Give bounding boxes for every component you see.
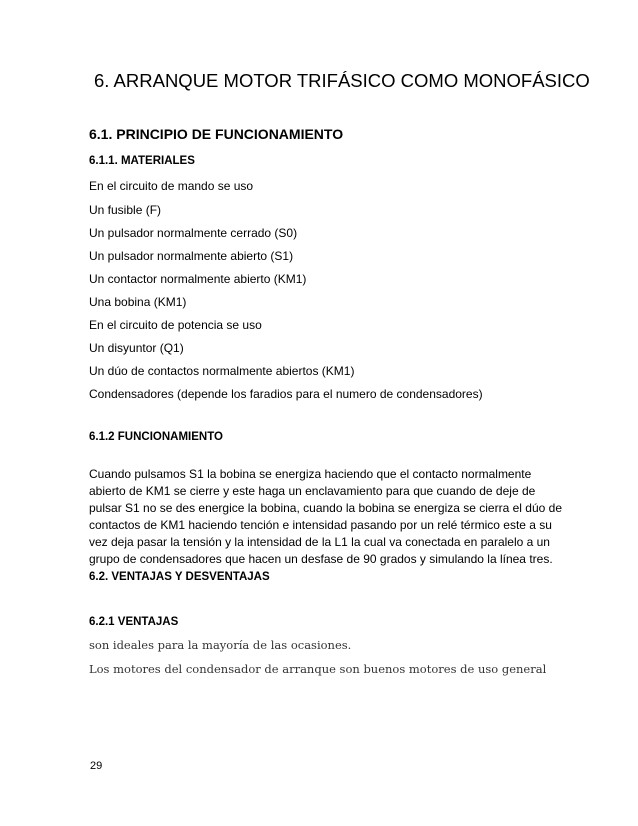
paragraph-line: contactos de KM1 haciendo tención e intensidad pasando por un relé térmico este a su (89, 518, 552, 532)
subsection-heading-funcionamiento: 6.1.2 FUNCIONAMIENTO (89, 431, 223, 443)
ventaja-item: Los motores del condensador de arranque son buenos motores de uso general (89, 662, 547, 676)
ventaja-item: son ideales para la mayoría de las ocasiones. (89, 638, 352, 652)
material-item: Un pulsador normalmente cerrado (S0) (89, 226, 298, 240)
material-item: Un contactor normalmente abierto (KM1) (89, 272, 307, 286)
material-item: Un fusible (F) (89, 203, 162, 217)
paragraph-line: grupo de condensadores que hacen un desfase de 90 grados y simulando la línea tres. (89, 552, 553, 566)
material-item: Condensadores (depende los faradios para el numero de condensadores) (89, 387, 483, 401)
material-item: En el circuito de mando se uso (89, 179, 254, 193)
material-item: Un dúo de contactos normalmente abiertos (KM1) (89, 364, 355, 378)
material-item: Un pulsador normalmente abierto (S1) (89, 249, 294, 263)
paragraph-line: Cuando pulsamos S1 la bobina se energiza haciendo que el contacto normalmente (89, 467, 532, 481)
material-item: Un disyuntor (Q1) (89, 341, 184, 355)
material-item: En el circuito de potencia se uso (89, 318, 262, 332)
paragraph-line: pulsar S1 no se des energice la bobina, cuando la bobina se energiza se cierra el dúo de (89, 501, 562, 515)
subsection-heading-materiales: 6.1.1. MATERIALES (89, 155, 195, 167)
paragraph-line: vez deja pasar la tensión y la intensidad de la L1 la cual va conectada en paralelo a un (89, 535, 550, 549)
funcionamiento-paragraph (89, 466, 562, 568)
section-heading-6-2: 6.2. VENTAJAS Y DESVENTAJAS (89, 571, 270, 583)
paragraph-line: abierto de KM1 se cierre y este haga un enclavamiento para que cuando de deje de (89, 484, 536, 498)
section-heading-6-1: 6.1. PRINCIPIO DE FUNCIONAMIENTO (89, 126, 344, 142)
subsection-heading-ventajas: 6.2.1 VENTAJAS (89, 616, 179, 628)
page-title: 6. ARRANQUE MOTOR TRIFÁSICO COMO MONOFÁSICO (94, 70, 590, 91)
material-item: Una bobina (KM1) (89, 295, 187, 309)
page-number: 29 (90, 760, 103, 772)
